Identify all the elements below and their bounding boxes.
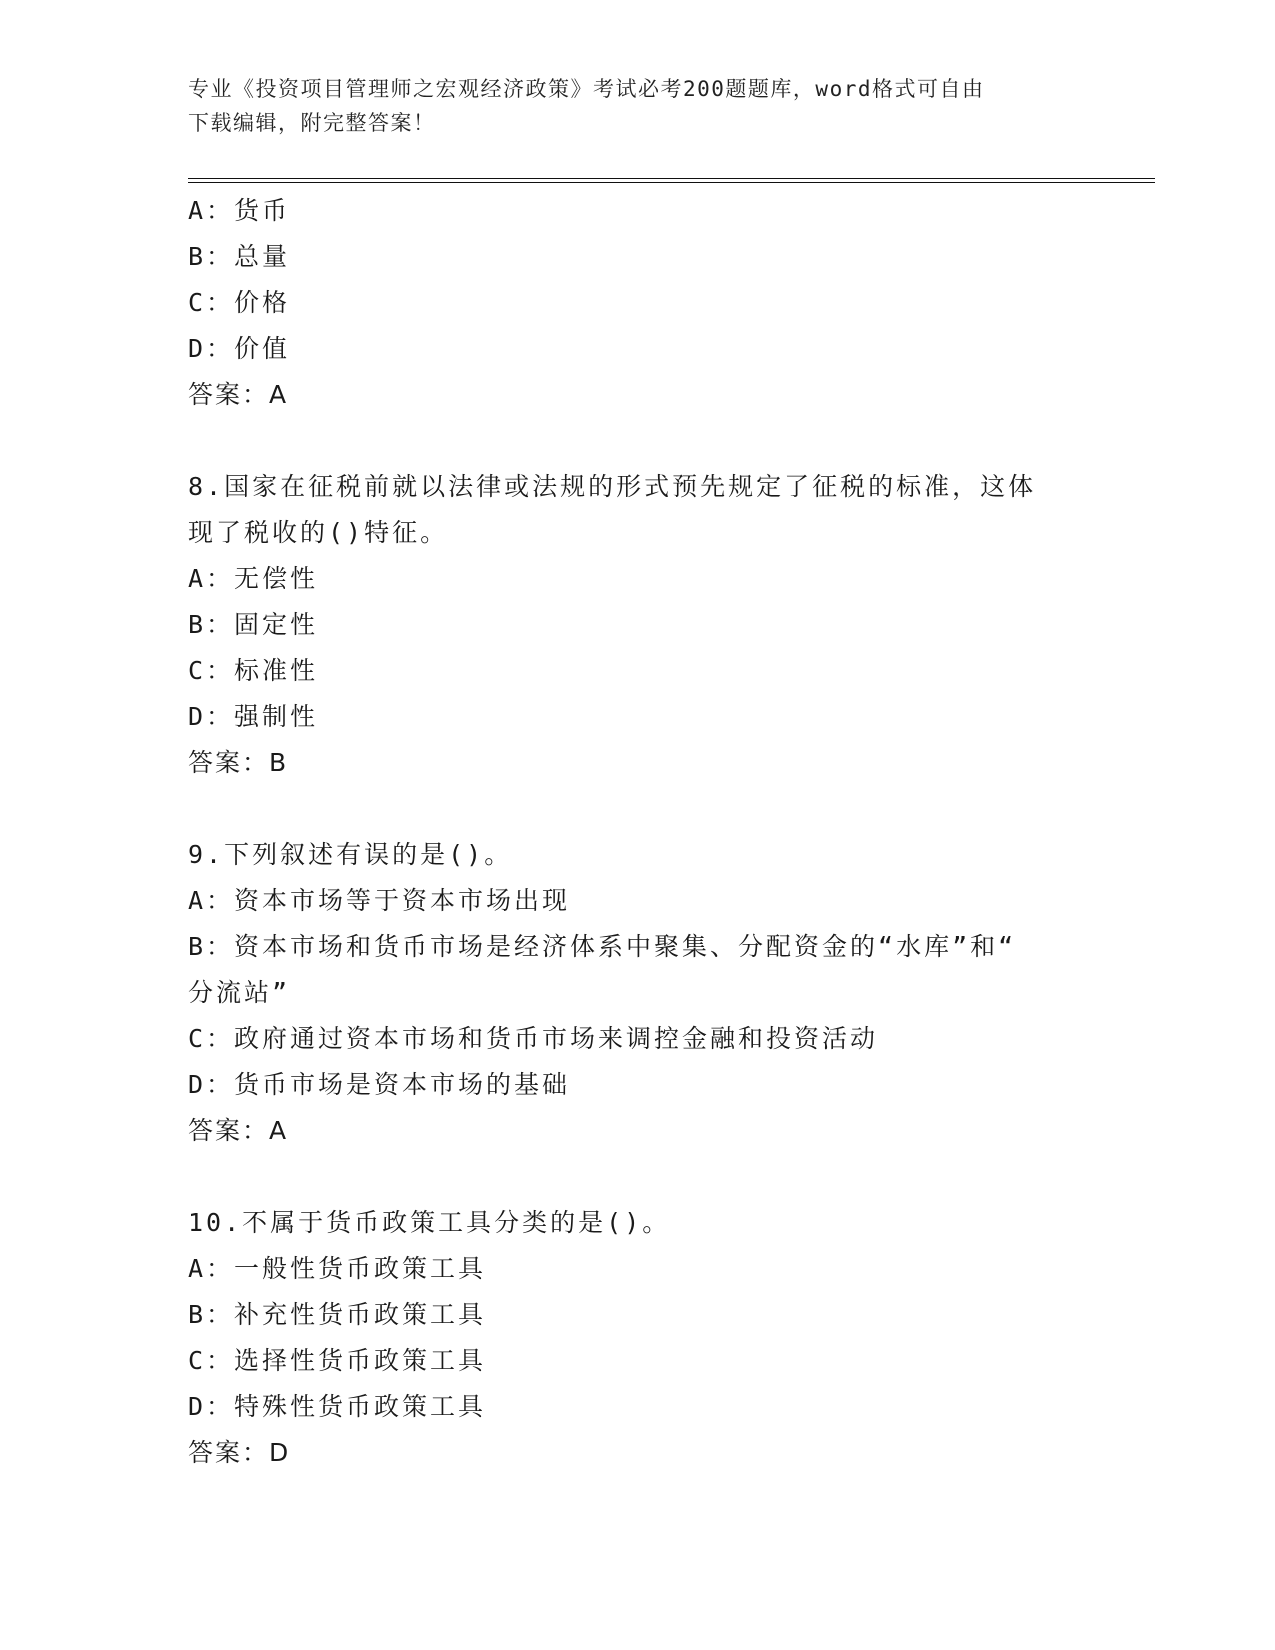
question-stem: 10.不属于货币政策工具分类的是()。 — [188, 1208, 671, 1237]
option-c: C：选择性货币政策工具 — [188, 1346, 487, 1375]
question-9 — [188, 832, 1088, 1154]
option-d: D：货币市场是资本市场的基础 — [188, 1070, 571, 1099]
spacer — [188, 1154, 1088, 1200]
question-7 — [188, 188, 1088, 418]
header-line-2: 下载编辑，附完整答案！ — [188, 111, 436, 135]
option-c: C：标准性 — [188, 656, 319, 685]
option-b: B：固定性 — [188, 610, 319, 639]
question-10 — [188, 1200, 1088, 1476]
answer: 答案：B — [188, 748, 289, 777]
option-b: B：资本市场和货币市场是经济体系中聚集、分配资金的“水库”和“ — [188, 932, 1017, 961]
question-list — [188, 188, 1088, 1476]
option-d: D：特殊性货币政策工具 — [188, 1392, 487, 1421]
option-a: A：无偿性 — [188, 564, 319, 593]
option-a: A：资本市场等于资本市场出现 — [188, 886, 571, 915]
option-a: A：一般性货币政策工具 — [188, 1254, 487, 1283]
option-b: B：补充性货币政策工具 — [188, 1300, 487, 1329]
question-stem: 9.下列叙述有误的是()。 — [188, 840, 513, 869]
spacer — [188, 418, 1088, 464]
answer: 答案：A — [188, 1116, 289, 1145]
question-stem-continued: 现了税收的()特征。 — [188, 518, 449, 547]
answer: 答案：D — [188, 1438, 291, 1467]
answer: 答案：A — [188, 380, 289, 409]
option-d: D：强制性 — [188, 702, 319, 731]
question-8 — [188, 464, 1088, 786]
option-a: A：货币 — [188, 196, 291, 225]
option-c: C：价格 — [188, 288, 291, 317]
header-line-1: 专业《投资项目管理师之宏观经济政策》考试必考200题题库，word格式可自由 — [188, 77, 985, 101]
option-b: B：总量 — [188, 242, 291, 271]
option-c: C：政府通过资本市场和货币市场来调控金融和投资活动 — [188, 1024, 879, 1053]
question-stem: 8.国家在征税前就以法律或法规的形式预先规定了征税的标准，这体 — [188, 472, 1037, 501]
spacer — [188, 786, 1088, 832]
document-header — [188, 72, 1068, 140]
header-rule-bottom — [188, 182, 1155, 183]
option-b-continued: 分流站” — [188, 978, 291, 1007]
option-d: D：价值 — [188, 334, 291, 363]
header-rule-top — [188, 178, 1155, 179]
